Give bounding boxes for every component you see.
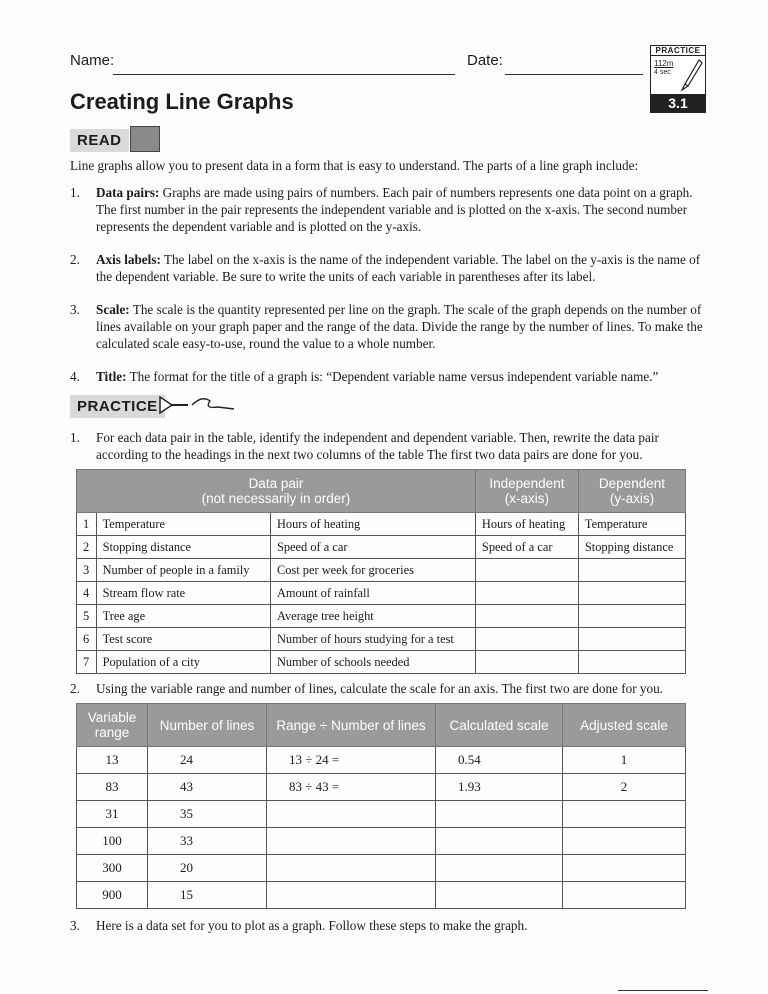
read-item-number: 4. — [70, 369, 80, 384]
pair-first-cell: Stream flow rate — [96, 582, 270, 605]
read-label: READ — [70, 129, 129, 152]
dependent-cell[interactable] — [578, 651, 685, 674]
question-text: Here is a data set for you to plot as a graph. Follow these steps to make the graph. — [96, 918, 528, 933]
division-cell[interactable] — [267, 828, 436, 855]
header-subtext: (x-axis) — [504, 491, 550, 506]
header-variable-range — [77, 704, 148, 747]
table-row — [77, 582, 686, 605]
calculated-cell[interactable] — [436, 801, 563, 828]
header-text: Independent — [489, 476, 565, 491]
pair-first-cell: Tree age — [96, 605, 270, 628]
header-data-pair — [77, 470, 476, 513]
header-text: Data pair — [248, 476, 304, 491]
header-subtext: range — [94, 725, 130, 740]
range-cell: 13 — [77, 747, 148, 774]
lines-cell: 24 — [148, 747, 267, 774]
range-cell: 83 — [77, 774, 148, 801]
header-subtext: (not necessarily in order) — [201, 491, 351, 506]
read-intro: Line graphs allow you to present data in a form that is easy to understand. The parts of a line graph include: — [70, 158, 639, 173]
table-row — [77, 605, 686, 628]
pair-second-cell: Number of schools needed — [270, 651, 475, 674]
pair-second-cell: Cost per week for groceries — [270, 559, 475, 582]
row-number: 2 — [77, 536, 97, 559]
row-number: 7 — [77, 651, 97, 674]
lines-cell: 33 — [148, 828, 267, 855]
range-cell: 300 — [77, 855, 148, 882]
independent-cell[interactable]: Speed of a car — [475, 536, 578, 559]
header-calculated-scale: Calculated scale — [436, 704, 563, 747]
pair-second-cell: Number of hours studying for a test — [270, 628, 475, 651]
question-text: For each data pair in the table, identify the independent and dependent variable. Then, rewrite the data pair according to the headings in the next two columns of the table The first two data pairs are done for you. — [96, 430, 659, 462]
table-header-row — [77, 470, 686, 513]
table-row — [77, 882, 686, 909]
table-row — [77, 828, 686, 855]
calculated-cell[interactable] — [436, 828, 563, 855]
division-cell[interactable] — [267, 855, 436, 882]
table-row — [77, 536, 686, 559]
practice-label: PRACTICE — [70, 395, 165, 418]
range-cell: 100 — [77, 828, 148, 855]
adjusted-cell[interactable] — [563, 801, 686, 828]
division-cell[interactable] — [267, 801, 436, 828]
lines-cell: 35 — [148, 801, 267, 828]
question-number: 2. — [70, 681, 80, 696]
independent-cell[interactable] — [475, 605, 578, 628]
header-subtext: (y-axis) — [609, 491, 655, 506]
row-number: 5 — [77, 605, 97, 628]
scale-table — [76, 703, 686, 909]
pencil-icon — [677, 58, 703, 92]
page-title: Creating Line Graphs — [70, 89, 294, 114]
name-field-line[interactable] — [113, 74, 455, 75]
table-row — [77, 747, 686, 774]
book-icon — [130, 126, 160, 152]
header-adjusted-scale: Adjusted scale — [563, 704, 686, 747]
calculated-cell[interactable]: 0.54 — [436, 747, 563, 774]
header-range-divided: Range ÷ Number of lines — [267, 704, 436, 747]
adjusted-cell[interactable] — [563, 828, 686, 855]
read-item-text: The scale is the quantity represented per line on the graph. The scale of the graph depends on the number of lines available on your graph paper and the range of the data. Divide the range by the number of lines. To make the calculated scale easy-to-use, round the value to a whole number. — [96, 302, 703, 351]
table-row — [77, 855, 686, 882]
independent-cell[interactable] — [475, 559, 578, 582]
read-item-term: Title: — [96, 369, 127, 384]
independent-cell[interactable] — [475, 651, 578, 674]
row-number: 1 — [77, 513, 97, 536]
pair-second-cell: Average tree height — [270, 605, 475, 628]
row-number: 3 — [77, 559, 97, 582]
header-text: Variable — [87, 710, 137, 725]
read-item-term: Data pairs: — [96, 185, 160, 200]
read-item-term: Scale: — [96, 302, 130, 317]
pair-first-cell: Population of a city — [96, 651, 270, 674]
question-number: 1. — [70, 430, 80, 445]
division-cell[interactable] — [267, 882, 436, 909]
read-item-number: 3. — [70, 302, 80, 317]
row-number: 6 — [77, 628, 97, 651]
read-item-number: 2. — [70, 252, 80, 267]
dependent-cell[interactable] — [578, 582, 685, 605]
table-row — [77, 513, 686, 536]
pair-second-cell: Hours of heating — [270, 513, 475, 536]
dependent-cell[interactable] — [578, 559, 685, 582]
range-cell: 31 — [77, 801, 148, 828]
table-row — [77, 559, 686, 582]
name-label: Name: — [70, 52, 115, 69]
read-item-text: The format for the title of a graph is: “Dependent variable name versus independent variable name.” — [129, 369, 659, 384]
read-item-text: Graphs are made using pairs of numbers. Each pair of numbers represents one data point on a graph. The first number in the pair represents the independent variable and is plotted on the x-axis. The second number represents the dependent variable and is plotted on the y-axis. — [96, 185, 693, 234]
dependent-cell[interactable]: Stopping distance — [578, 536, 685, 559]
pair-second-cell: Speed of a car — [270, 536, 475, 559]
independent-cell[interactable] — [475, 582, 578, 605]
table-row — [77, 628, 686, 651]
pair-first-cell: Stopping distance — [96, 536, 270, 559]
question-text: Using the variable range and number of lines, calculate the scale for an axis. The first two are done for you. — [96, 681, 663, 696]
read-item-text: The label on the x-axis is the name of the independent variable. The label on the y-axis is the name of the dependent variable. Be sure to write the units of each variable in parentheses after its label. — [96, 252, 701, 284]
dependent-cell[interactable] — [578, 628, 685, 651]
practice-badge — [650, 45, 706, 113]
dependent-cell[interactable] — [578, 605, 685, 628]
calculated-cell[interactable]: 1.93 — [436, 774, 563, 801]
badge-formula-bottom: 4 sec — [654, 69, 671, 76]
read-item-term: Axis labels: — [96, 252, 161, 267]
lines-cell: 43 — [148, 774, 267, 801]
badge-number: 3.1 — [651, 94, 705, 112]
independent-cell[interactable]: Hours of heating — [475, 513, 578, 536]
adjusted-cell[interactable]: 1 — [563, 747, 686, 774]
badge-top-label: PRACTICE — [651, 46, 705, 56]
header-independent — [475, 470, 578, 513]
pair-first-cell: Temperature — [96, 513, 270, 536]
adjusted-cell[interactable] — [563, 855, 686, 882]
header-text: Dependent — [598, 476, 665, 491]
footer-rule — [618, 990, 708, 991]
header-number-of-lines: Number of lines — [148, 704, 267, 747]
adjusted-cell[interactable] — [563, 882, 686, 909]
table-header-row — [77, 704, 686, 747]
division-cell[interactable]: 83 ÷ 43 = — [267, 774, 436, 801]
calculated-cell[interactable] — [436, 855, 563, 882]
header-dependent — [578, 470, 685, 513]
lines-cell: 15 — [148, 882, 267, 909]
date-label: Date: — [467, 52, 503, 69]
date-field-line[interactable] — [505, 74, 643, 75]
adjusted-cell[interactable]: 2 — [563, 774, 686, 801]
pair-first-cell: Number of people in a family — [96, 559, 270, 582]
pair-first-cell: Test score — [96, 628, 270, 651]
lines-cell: 20 — [148, 855, 267, 882]
question-number: 3. — [70, 918, 80, 933]
table-row — [77, 774, 686, 801]
calculated-cell[interactable] — [436, 882, 563, 909]
data-pair-table — [76, 469, 686, 674]
dependent-cell[interactable]: Temperature — [578, 513, 685, 536]
read-item-number: 1. — [70, 185, 80, 200]
pair-second-cell: Amount of rainfall — [270, 582, 475, 605]
range-cell: 900 — [77, 882, 148, 909]
table-row — [77, 651, 686, 674]
independent-cell[interactable] — [475, 628, 578, 651]
table-row — [77, 801, 686, 828]
row-number: 4 — [77, 582, 97, 605]
division-cell[interactable]: 13 ÷ 24 = — [267, 747, 436, 774]
badge-formula-top: 112m — [654, 59, 674, 68]
arrow-pencil-icon — [158, 393, 238, 417]
